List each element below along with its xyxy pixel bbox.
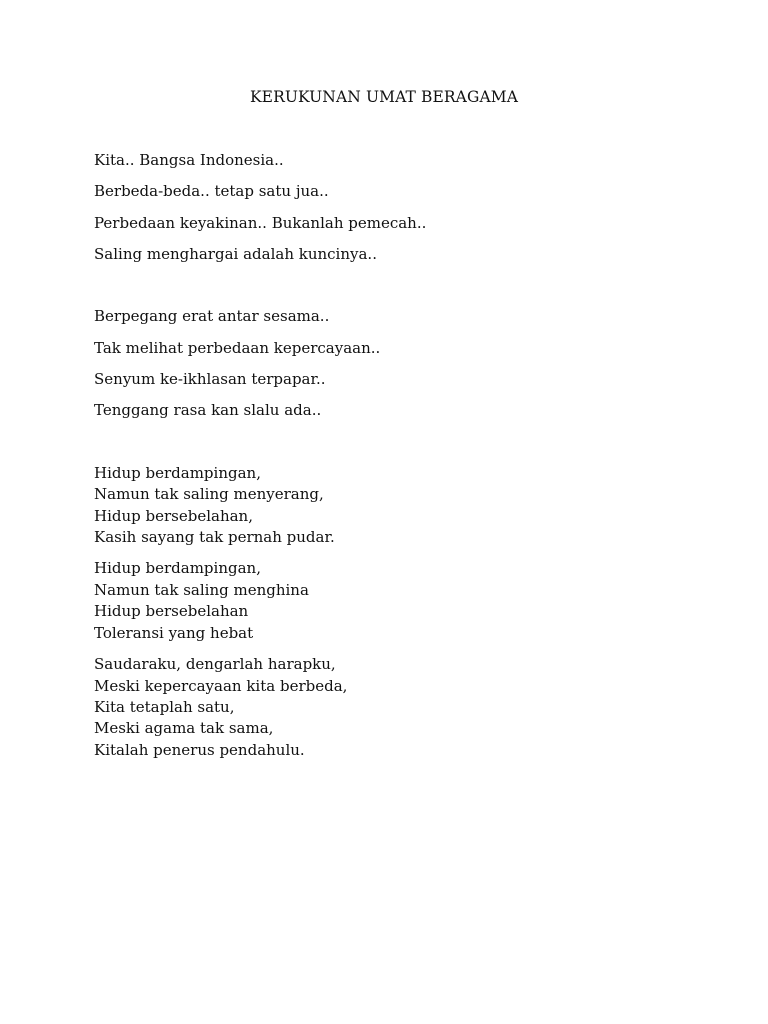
poem-line: Kitalah penerus pendahulu. <box>94 741 305 759</box>
poem-line: Hidup bersebelahan <box>94 602 249 620</box>
poem-title: KERUKUNAN UMAT BERAGAMA <box>249 88 519 106</box>
poem-line: Berbeda-beda.. tetap satu jua.. <box>94 182 329 200</box>
poem-line: Tenggang rasa kan slalu ada.. <box>94 401 322 419</box>
poem-line: Berpegang erat antar sesama.. <box>94 307 330 325</box>
poem-line: Kita.. Bangsa Indonesia.. <box>94 151 284 169</box>
poem-line: Hidup berdampingan, <box>94 559 261 577</box>
poem-line: Hidup bersebelahan, <box>94 507 253 525</box>
poem-line: Saling menghargai adalah kuncinya.. <box>94 245 377 263</box>
poem-line: Hidup berdampingan, <box>94 464 261 482</box>
poem-line: Tak melihat perbedaan kepercayaan.. <box>94 339 381 357</box>
poem-line: Kita tetaplah satu, <box>94 698 235 716</box>
poem-line: Namun tak saling menghina <box>94 581 309 599</box>
poem-line: Senyum ke-ikhlasan terpapar.. <box>94 370 326 388</box>
poem-line: Kasih sayang tak pernah pudar. <box>94 528 335 546</box>
poem-line: Saudaraku, dengarlah harapku, <box>94 655 336 673</box>
poem-line: Perbedaan keyakinan.. Bukanlah pemecah.. <box>94 214 427 232</box>
poem-line: Meski agama tak sama, <box>94 719 274 737</box>
poem-line: Meski kepercayaan kita berbeda, <box>94 677 348 695</box>
poem-line: Toleransi yang hebat <box>94 624 254 642</box>
poem-line: Namun tak saling menyerang, <box>94 485 324 503</box>
